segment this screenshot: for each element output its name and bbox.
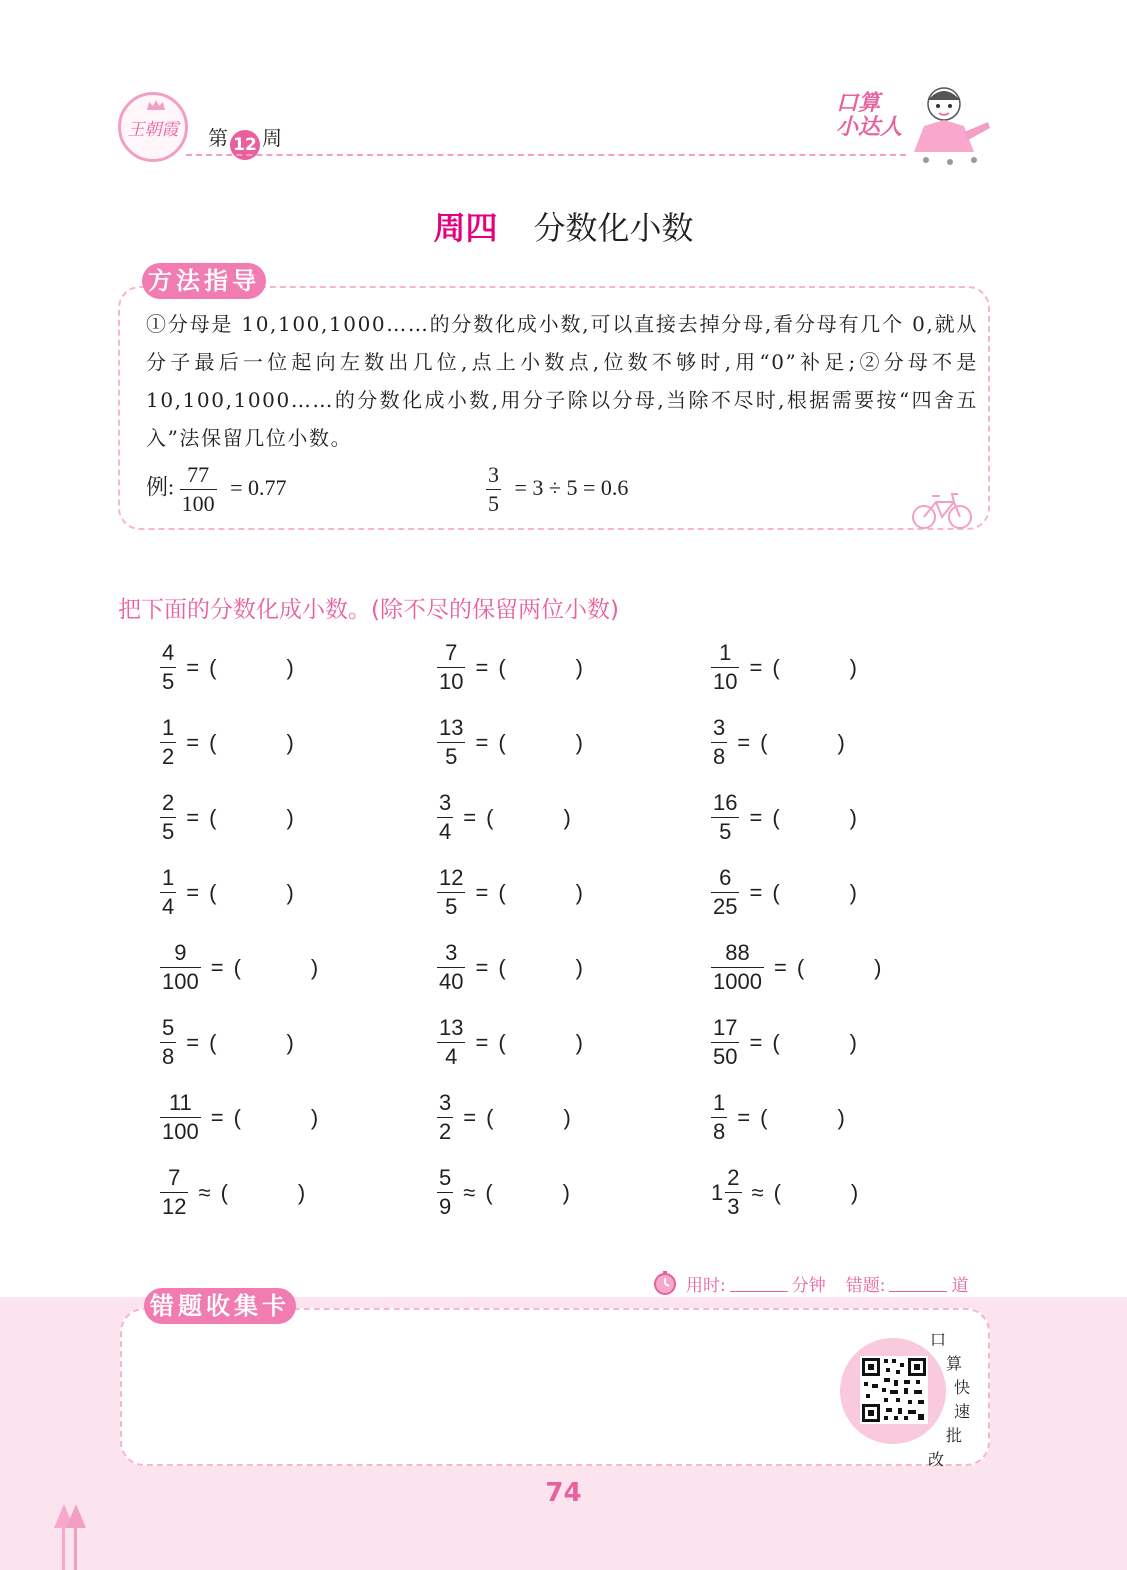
close-paren: ): [849, 804, 857, 830]
fraction-denominator: 12: [162, 1194, 187, 1219]
fraction-problem: [437, 940, 583, 995]
problem-fraction: [160, 640, 176, 695]
open-paren: (: [233, 1104, 241, 1130]
fraction-problem: [160, 940, 318, 995]
fraction-numerator: 5: [162, 1015, 175, 1040]
fraction-denominator: 50: [713, 1044, 738, 1069]
cartoon-girl-icon: [904, 82, 996, 168]
answer-blank[interactable]: [760, 1105, 845, 1131]
fraction-numerator: 2: [162, 790, 175, 815]
fraction-denominator: 10: [439, 669, 464, 694]
answer-blank[interactable]: [774, 1180, 859, 1206]
equals-sign: =: [737, 1104, 751, 1130]
close-paren: ): [286, 1029, 294, 1055]
fraction-problem: [160, 1015, 294, 1070]
qr-caption: [926, 1328, 971, 1472]
fraction-bar: [711, 742, 727, 743]
close-paren: ): [286, 804, 294, 830]
example-2-fraction: [486, 462, 501, 517]
fraction-denominator: 8: [162, 1044, 175, 1069]
problem-fraction: [437, 1015, 465, 1070]
answer-blank[interactable]: [209, 805, 294, 831]
equals-sign: =: [749, 804, 763, 830]
fraction-denominator: 100: [162, 1119, 199, 1144]
open-paren: (: [220, 1179, 228, 1205]
equals-sign: ≈: [463, 1179, 476, 1205]
fraction-denominator: 40: [439, 969, 464, 994]
equals-sign: =: [186, 879, 200, 905]
equals-sign: =: [463, 804, 477, 830]
answer-blank[interactable]: [772, 655, 857, 681]
fraction-numerator: 88: [725, 940, 750, 965]
fraction-numerator: 6: [719, 865, 732, 890]
answer-blank[interactable]: [209, 655, 294, 681]
close-paren: ): [297, 1179, 306, 1205]
open-paren: (: [796, 954, 805, 980]
close-paren: ): [874, 954, 882, 980]
answer-blank[interactable]: [486, 805, 571, 831]
answer-blank[interactable]: [209, 1030, 294, 1056]
open-paren: (: [772, 804, 780, 830]
fraction-problem: [711, 1090, 845, 1145]
problem-fraction: [711, 640, 739, 695]
fraction-numerator: 5: [439, 1165, 452, 1190]
fraction-bar: [711, 1117, 727, 1118]
fraction-numerator: 1: [719, 640, 732, 665]
fraction-bar: [160, 892, 176, 893]
equals-sign: =: [463, 1104, 477, 1130]
fraction-problem: [711, 1165, 858, 1220]
answer-blank[interactable]: [498, 730, 583, 756]
equals-sign: =: [737, 729, 751, 755]
fraction-problem: [160, 865, 294, 920]
equals-sign: =: [475, 654, 489, 680]
fraction-numerator: 3: [445, 940, 458, 965]
open-paren: (: [486, 804, 494, 830]
time-label: 用时:: [686, 1275, 726, 1296]
answer-blank[interactable]: [498, 1030, 583, 1056]
page-number: 74: [545, 1478, 582, 1508]
open-paren: (: [209, 804, 217, 830]
example-prefix: 例:: [146, 474, 175, 500]
error-card-label: 错题收集卡: [144, 1288, 296, 1324]
fraction-bar: [160, 667, 176, 668]
answer-blank[interactable]: [486, 1105, 571, 1131]
open-paren: (: [485, 1179, 493, 1205]
close-paren: ): [837, 1104, 845, 1130]
answer-blank[interactable]: [760, 730, 845, 756]
open-paren: (: [772, 879, 780, 905]
fraction-denominator: 4: [439, 819, 452, 844]
open-paren: (: [233, 954, 241, 980]
fraction-bar: [711, 892, 739, 893]
exercise-instruction: 把下面的分数化成小数。(除不尽的保留两位小数): [118, 597, 619, 623]
fraction-problem: [711, 790, 857, 845]
open-paren: (: [772, 1029, 780, 1055]
open-paren: (: [209, 654, 217, 680]
fraction-problem: [437, 790, 571, 845]
fraction-bar: [160, 1117, 201, 1118]
qr-caption-char: 改: [928, 1450, 945, 1469]
open-paren: (: [486, 1104, 494, 1130]
problem-fraction: [437, 640, 465, 695]
arrow-decoration-icon: [50, 1500, 90, 1570]
fraction-bar: [437, 892, 465, 893]
week-prefix: 第: [208, 126, 228, 150]
fraction-numerator: 12: [439, 865, 464, 890]
fraction-denominator: 10: [713, 669, 738, 694]
qr-code-icon[interactable]: [860, 1356, 928, 1424]
open-paren: (: [498, 729, 506, 755]
close-paren: ): [575, 954, 583, 980]
problem-fraction: [711, 790, 739, 845]
time-unit: 分钟: [791, 1275, 826, 1296]
equals-sign: =: [475, 879, 489, 905]
equals-sign: =: [210, 954, 224, 980]
example-1-fraction: [180, 462, 217, 517]
close-paren: ): [575, 879, 583, 905]
fraction-problem: [437, 715, 583, 770]
answer-blank[interactable]: [221, 1180, 306, 1206]
fraction-bar: [711, 817, 739, 818]
answer-blank[interactable]: [234, 1105, 319, 1131]
qr-caption-char: 口: [930, 1330, 947, 1349]
page-title: [0, 203, 1127, 249]
errors-unit: 道: [951, 1275, 969, 1296]
close-paren: ): [562, 1179, 570, 1205]
close-paren: ): [849, 654, 857, 680]
fraction-bar: [437, 742, 465, 743]
close-paren: ): [575, 729, 583, 755]
fraction-problem: [437, 1015, 583, 1070]
fraction-denominator: 2: [439, 1119, 452, 1144]
problem-fraction: [160, 940, 201, 995]
problem-fraction: [437, 940, 465, 995]
fraction-denominator: 100: [181, 491, 215, 516]
fraction-denominator: 25: [713, 894, 738, 919]
fraction-numerator: 3: [713, 715, 726, 740]
fraction-problem: [160, 790, 294, 845]
close-paren: ): [837, 729, 845, 755]
title-day: 周四: [433, 209, 498, 247]
week-suffix: 周: [262, 126, 282, 150]
problem-fraction: [437, 715, 465, 770]
fraction-problem: [711, 715, 845, 770]
example-1-result: = 0.77: [230, 474, 287, 500]
fraction-problem: [711, 1015, 857, 1070]
answer-blank[interactable]: [485, 1180, 570, 1206]
fraction-denominator: 2: [162, 744, 175, 769]
equals-sign: =: [186, 1029, 200, 1055]
qr-caption-char: 算: [946, 1354, 963, 1373]
equals-sign: =: [749, 1029, 763, 1055]
fraction-bar: [160, 1192, 188, 1193]
problem-fraction: [711, 940, 764, 995]
open-paren: (: [498, 954, 506, 980]
answer-blank[interactable]: [498, 655, 583, 681]
fraction-bar: [725, 1192, 741, 1193]
close-paren: ): [310, 954, 319, 980]
open-paren: (: [760, 1104, 768, 1130]
open-paren: (: [209, 879, 217, 905]
fraction-problem: [437, 1165, 570, 1220]
fraction-bar: [160, 1042, 176, 1043]
problem-fraction: [437, 1165, 453, 1220]
answer-blank[interactable]: [209, 880, 294, 906]
answer-blank[interactable]: [498, 880, 583, 906]
close-paren: ): [286, 879, 294, 905]
problem-fraction: [711, 865, 739, 920]
problem-fraction: [160, 1015, 176, 1070]
open-paren: (: [209, 1029, 217, 1055]
answer-blank[interactable]: [234, 955, 319, 981]
problem-fraction: [725, 1165, 741, 1220]
problem-fraction: [437, 865, 465, 920]
fraction-numerator: 3: [488, 462, 499, 487]
fraction-bar: [437, 817, 453, 818]
errors-label: 错题:: [845, 1275, 886, 1296]
bicycle-icon: [910, 490, 974, 530]
method-guide-text: ①分母是 10,100,1000……的分数化成小数,可以直接去掉分母,看分母有几个 0,就从分子最后一位起向左数出几位,点上小数点,位数不够时,用“0”补足;②分母不是 10,100,1000……的分数化成小数,用分子除以分母,当除不尽时,根据需要按“四舍五入”法保留几位小数。: [146, 312, 978, 450]
fraction-numerator: 2: [727, 1165, 740, 1190]
fraction-numerator: 3: [439, 790, 452, 815]
fraction-bar: [486, 489, 501, 490]
fraction-denominator: 8: [713, 1119, 726, 1144]
problem-fraction: [160, 715, 176, 770]
equals-sign: =: [475, 954, 489, 980]
publisher-seal-logo: [118, 92, 188, 162]
fraction-bar: [711, 967, 764, 968]
fraction-bar: [437, 1192, 453, 1193]
problem-fraction: [711, 1090, 727, 1145]
problem-fraction: [160, 1090, 201, 1145]
title-topic: 分数化小数: [533, 209, 694, 247]
equals-sign: =: [773, 954, 787, 980]
answer-blank[interactable]: [209, 730, 294, 756]
answer-blank[interactable]: [498, 955, 583, 981]
equals-sign: =: [186, 804, 200, 830]
fraction-bar: [160, 742, 176, 743]
equals-sign: =: [475, 1029, 489, 1055]
brand-line-1: 口算: [836, 91, 881, 116]
fraction-denominator: 8: [713, 744, 726, 769]
fraction-numerator: 77: [187, 462, 210, 487]
equals-sign: =: [749, 879, 763, 905]
fraction-numerator: 1: [162, 865, 175, 890]
fraction-denominator: 3: [727, 1194, 740, 1219]
errors-blank[interactable]: [889, 1275, 947, 1292]
close-paren: ): [850, 1179, 859, 1205]
fraction-denominator: 4: [162, 894, 175, 919]
fraction-denominator: 100: [162, 969, 199, 994]
week-number-badge: 12: [230, 130, 260, 160]
problem-fraction: [711, 715, 727, 770]
example-2-result: = 3 ÷ 5 = 0.6: [514, 474, 629, 500]
open-paren: (: [498, 879, 506, 905]
fraction-problem: [160, 1165, 305, 1220]
close-paren: ): [575, 654, 583, 680]
fraction-bar: [180, 489, 217, 490]
equals-sign: =: [210, 1104, 224, 1130]
fraction-numerator: 16: [713, 790, 738, 815]
open-paren: (: [209, 729, 217, 755]
stopwatch-icon: [652, 1270, 678, 1296]
mixed-number-whole: 1: [711, 1179, 724, 1205]
open-paren: (: [773, 1179, 781, 1205]
fraction-denominator: 5: [488, 491, 499, 516]
close-paren: ): [563, 1104, 571, 1130]
fraction-problem: [160, 715, 294, 770]
fraction-problem: [437, 865, 583, 920]
equals-sign: ≈: [751, 1179, 764, 1205]
time-and-errors-line: [652, 1270, 968, 1296]
fraction-denominator: 5: [445, 894, 458, 919]
fraction-denominator: 4: [445, 1044, 458, 1069]
qr-caption-char: 批: [946, 1426, 963, 1445]
example-1: [146, 462, 287, 517]
open-paren: (: [772, 654, 780, 680]
fraction-numerator: 11: [168, 1090, 192, 1115]
open-paren: (: [498, 1029, 506, 1055]
problem-fraction: [160, 1165, 188, 1220]
open-paren: (: [498, 654, 506, 680]
fraction-problem: [160, 640, 294, 695]
fraction-numerator: 17: [713, 1015, 738, 1040]
fraction-bar: [437, 1117, 453, 1118]
fraction-numerator: 13: [439, 1015, 464, 1040]
fraction-bar: [437, 667, 465, 668]
fraction-bar: [160, 967, 201, 968]
fraction-bar: [711, 667, 739, 668]
equals-sign: =: [749, 654, 763, 680]
fraction-problem: [711, 640, 857, 695]
method-guide-label: 方法指导: [142, 263, 266, 299]
problem-fraction: [711, 1015, 739, 1070]
equals-sign: ≈: [198, 1179, 211, 1205]
equals-sign: =: [186, 654, 200, 680]
answer-blank[interactable]: [772, 1030, 857, 1056]
fraction-denominator: 5: [162, 819, 175, 844]
fraction-numerator: 1: [713, 1090, 726, 1115]
fraction-denominator: 5: [162, 669, 175, 694]
fraction-numerator: 3: [439, 1090, 452, 1115]
answer-blank[interactable]: [772, 805, 857, 831]
equals-sign: =: [186, 729, 200, 755]
fraction-bar: [437, 967, 465, 968]
problem-fraction: [437, 790, 453, 845]
equals-sign: =: [475, 729, 489, 755]
fraction-bar: [160, 817, 176, 818]
fraction-denominator: 9: [439, 1194, 452, 1219]
example-2: [486, 462, 628, 517]
qr-caption-char: 快: [954, 1378, 971, 1397]
problem-fraction: [160, 865, 176, 920]
series-brand-logo: [836, 92, 902, 140]
seal-text: 王朝霞: [127, 120, 179, 140]
fraction-bar: [711, 1042, 739, 1043]
close-paren: ): [849, 879, 857, 905]
qr-caption-char: 速: [954, 1402, 971, 1421]
close-paren: ): [563, 804, 571, 830]
open-paren: (: [760, 729, 768, 755]
brand-line-2: 小达人: [836, 115, 903, 140]
fraction-bar: [437, 1042, 465, 1043]
close-paren: ): [286, 729, 294, 755]
fraction-problem: [711, 940, 881, 995]
fraction-denominator: 1000: [713, 969, 762, 994]
fraction-numerator: 13: [439, 715, 464, 740]
close-paren: ): [849, 1029, 857, 1055]
fraction-problem: [437, 640, 583, 695]
fraction-numerator: 7: [168, 1165, 181, 1190]
time-blank[interactable]: [730, 1275, 788, 1292]
fraction-denominator: 5: [445, 744, 458, 769]
fraction-numerator: 1: [162, 715, 175, 740]
fraction-denominator: 5: [719, 819, 732, 844]
close-paren: ): [575, 1029, 583, 1055]
fraction-problem: [711, 865, 857, 920]
crown-icon: [146, 99, 166, 111]
problem-fraction: [437, 1090, 453, 1145]
header-divider: [186, 154, 906, 156]
answer-blank[interactable]: [797, 955, 882, 981]
fraction-numerator: 7: [445, 640, 458, 665]
answer-blank[interactable]: [772, 880, 857, 906]
fraction-numerator: 9: [174, 940, 187, 965]
fraction-problem: [437, 1090, 571, 1145]
problem-fraction: [160, 790, 176, 845]
close-paren: ): [286, 654, 294, 680]
fraction-numerator: 4: [162, 640, 175, 665]
close-paren: ): [310, 1104, 319, 1130]
fraction-problem: [160, 1090, 318, 1145]
